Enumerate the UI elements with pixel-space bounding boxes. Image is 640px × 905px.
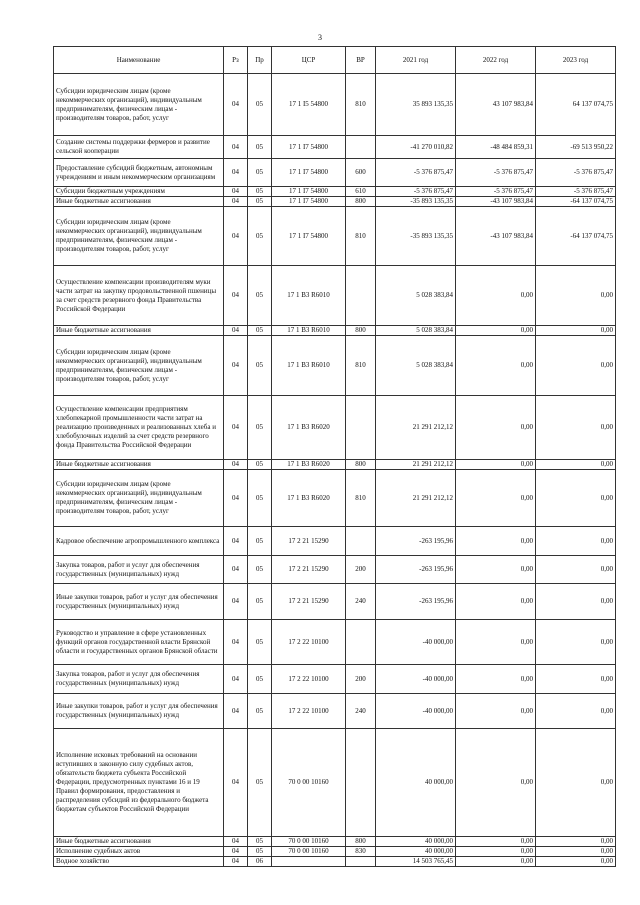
cell-vr xyxy=(346,857,376,867)
cell-csr: 17 1 B3 R6010 xyxy=(272,326,346,336)
cell-2021: 21 291 212,12 xyxy=(376,396,456,460)
cell-2022: 0,00 xyxy=(456,847,536,857)
cell-name: Иные закупки товаров, работ и услуг для обеспечения государственных (муниципальных) нужд xyxy=(54,584,224,620)
cell-2021: 40 000,00 xyxy=(376,729,456,837)
cell-2021: -40 000,00 xyxy=(376,665,456,694)
cell-2023: 0,00 xyxy=(536,857,616,867)
cell-rz: 04 xyxy=(224,136,248,159)
cell-2023: -5 376 875,47 xyxy=(536,159,616,187)
cell-pr: 05 xyxy=(248,584,272,620)
cell-2022: -43 107 983,84 xyxy=(456,207,536,266)
cell-2023: 0,00 xyxy=(536,336,616,396)
cell-pr: 05 xyxy=(248,187,272,197)
cell-2021: 5 028 383,84 xyxy=(376,336,456,396)
cell-pr: 05 xyxy=(248,470,272,527)
cell-vr: 800 xyxy=(346,326,376,336)
table-row xyxy=(54,556,616,584)
cell-vr xyxy=(346,527,376,556)
cell-csr: 17 1 B3 R6020 xyxy=(272,470,346,527)
cell-vr: 600 xyxy=(346,159,376,187)
cell-rz: 04 xyxy=(224,556,248,584)
cell-vr: 200 xyxy=(346,556,376,584)
cell-2022: 0,00 xyxy=(456,326,536,336)
table-row xyxy=(54,136,616,159)
cell-2022: 0,00 xyxy=(456,556,536,584)
cell-vr: 200 xyxy=(346,665,376,694)
cell-name: Осуществление компенсации предприятиям хлебопекарной промышленности части затрат на реализацию произведенных и реализованных хлеба и хлебобулочных изделий за счет средств резервного фонда Правительства Российской Федерации xyxy=(54,396,224,460)
cell-2023: 0,00 xyxy=(536,620,616,665)
cell-rz: 04 xyxy=(224,584,248,620)
cell-name: Закупка товаров, работ и услуг для обеспечения государственных (муниципальных) нужд xyxy=(54,665,224,694)
table-row xyxy=(54,527,616,556)
table-row xyxy=(54,336,616,396)
cell-2023: 0,00 xyxy=(536,837,616,847)
cell-2022: -48 484 859,31 xyxy=(456,136,536,159)
cell-2021: 5 028 383,84 xyxy=(376,266,456,326)
cell-pr: 05 xyxy=(248,837,272,847)
cell-csr: 17 1 B3 R6020 xyxy=(272,396,346,460)
table-row xyxy=(54,620,616,665)
cell-name: Иные бюджетные ассигнования xyxy=(54,326,224,336)
cell-name: Исполнение судебных актов xyxy=(54,847,224,857)
cell-csr: 17 1 B3 R6010 xyxy=(272,266,346,326)
cell-2022: 0,00 xyxy=(456,460,536,470)
cell-pr: 05 xyxy=(248,527,272,556)
cell-name: Предоставление субсидий бюджетным, автономным учреждениям и иным некоммерческим организациям xyxy=(54,159,224,187)
cell-2022: 0,00 xyxy=(456,396,536,460)
cell-pr: 05 xyxy=(248,266,272,326)
cell-vr xyxy=(346,729,376,837)
cell-2022: 43 107 983,84 xyxy=(456,74,536,136)
cell-csr: 17 1 B3 R6020 xyxy=(272,460,346,470)
cell-2022: 0,00 xyxy=(456,620,536,665)
cell-2021: -40 000,00 xyxy=(376,694,456,729)
cell-2022: 0,00 xyxy=(456,729,536,837)
cell-2023: 0,00 xyxy=(536,460,616,470)
header-name: Наименование xyxy=(54,47,224,74)
cell-2022: -5 376 875,47 xyxy=(456,187,536,197)
cell-rz: 04 xyxy=(224,470,248,527)
cell-name: Создание системы поддержки фермеров и развитие сельской кооперации xyxy=(54,136,224,159)
cell-2023: 0,00 xyxy=(536,694,616,729)
cell-2021: -263 195,96 xyxy=(376,556,456,584)
cell-pr: 05 xyxy=(248,620,272,665)
cell-csr: 70 0 00 10160 xyxy=(272,837,346,847)
cell-vr: 800 xyxy=(346,460,376,470)
cell-2022: 0,00 xyxy=(456,336,536,396)
table-row xyxy=(54,460,616,470)
cell-2022: 0,00 xyxy=(456,694,536,729)
cell-pr: 06 xyxy=(248,857,272,867)
cell-2022: -5 376 875,47 xyxy=(456,159,536,187)
cell-rz: 04 xyxy=(224,74,248,136)
cell-rz: 04 xyxy=(224,187,248,197)
cell-csr: 17 2 21 15290 xyxy=(272,527,346,556)
cell-csr: 17 1 I7 54800 xyxy=(272,187,346,197)
cell-pr: 05 xyxy=(248,847,272,857)
table-row xyxy=(54,207,616,266)
cell-name: Кадровое обеспечение агропромышленного комплекса xyxy=(54,527,224,556)
cell-2022: 0,00 xyxy=(456,837,536,847)
cell-name: Субсидии юридическим лицам (кроме некоммерческих организаций), индивидуальным предпринимателям, физическим лицам - производителям товаров, работ, услуг xyxy=(54,207,224,266)
cell-pr: 05 xyxy=(248,694,272,729)
table-row xyxy=(54,729,616,837)
table-row xyxy=(54,837,616,847)
cell-vr xyxy=(346,136,376,159)
table-row xyxy=(54,584,616,620)
cell-2023: -5 376 875,47 xyxy=(536,187,616,197)
cell-pr: 05 xyxy=(248,197,272,207)
cell-name: Иные бюджетные ассигнования xyxy=(54,837,224,847)
table-row xyxy=(54,159,616,187)
cell-2021: -263 195,96 xyxy=(376,527,456,556)
cell-rz: 04 xyxy=(224,266,248,326)
cell-2021: -5 376 875,47 xyxy=(376,187,456,197)
table-row xyxy=(54,74,616,136)
cell-2023: -64 137 074,75 xyxy=(536,207,616,266)
cell-pr: 05 xyxy=(248,207,272,266)
cell-vr: 810 xyxy=(346,74,376,136)
cell-rz: 04 xyxy=(224,620,248,665)
cell-name: Исполнение исковых требований на основании вступивших в законную силу судебных актов, обязательств бюджета субъекта Российской Федерации, предусмотренных пунктами 16 и 19 Правил формирования, предоставления и распределения субсидий из федерального бюджета бюджетам субъектов Российской Федерации xyxy=(54,729,224,837)
cell-2022: 0,00 xyxy=(456,665,536,694)
cell-2022: -43 107 983,84 xyxy=(456,197,536,207)
cell-2021: 40 000,00 xyxy=(376,847,456,857)
cell-2021: 40 000,00 xyxy=(376,837,456,847)
cell-2021: -5 376 875,47 xyxy=(376,159,456,187)
cell-csr: 70 0 00 10160 xyxy=(272,847,346,857)
cell-rz: 04 xyxy=(224,460,248,470)
cell-rz: 04 xyxy=(224,197,248,207)
cell-2022: 0,00 xyxy=(456,266,536,326)
header-vr: ВР xyxy=(346,47,376,74)
cell-2021: -40 000,00 xyxy=(376,620,456,665)
cell-2021: -35 893 135,35 xyxy=(376,207,456,266)
cell-name: Водное хозяйство xyxy=(54,857,224,867)
cell-pr: 05 xyxy=(248,556,272,584)
cell-2023: 0,00 xyxy=(536,396,616,460)
cell-rz: 04 xyxy=(224,527,248,556)
cell-csr: 17 2 22 10100 xyxy=(272,665,346,694)
cell-2022: 0,00 xyxy=(456,857,536,867)
cell-pr: 05 xyxy=(248,74,272,136)
cell-name: Руководство и управление в сфере установленных функций органов государственной власти Брянской области и государственных органов Брянской области xyxy=(54,620,224,665)
cell-2021: -35 893 135,35 xyxy=(376,197,456,207)
table-row xyxy=(54,665,616,694)
cell-name: Субсидии юридическим лицам (кроме некоммерческих организаций), индивидуальным предпринимателям, физическим лицам - производителям товаров, работ, услуг xyxy=(54,74,224,136)
cell-csr: 17 1 I7 54800 xyxy=(272,207,346,266)
cell-2021: -41 270 010,82 xyxy=(376,136,456,159)
cell-pr: 05 xyxy=(248,136,272,159)
cell-vr: 240 xyxy=(346,584,376,620)
cell-vr: 800 xyxy=(346,837,376,847)
cell-2023: 64 137 074,75 xyxy=(536,74,616,136)
cell-name: Иные бюджетные ассигнования xyxy=(54,197,224,207)
cell-rz: 04 xyxy=(224,159,248,187)
cell-rz: 04 xyxy=(224,694,248,729)
cell-2021: 14 503 765,45 xyxy=(376,857,456,867)
cell-rz: 04 xyxy=(224,336,248,396)
header-2023: 2023 год xyxy=(536,47,616,74)
header-2022: 2022 год xyxy=(456,47,536,74)
cell-csr: 17 1 B3 R6010 xyxy=(272,336,346,396)
cell-name: Иные закупки товаров, работ и услуг для обеспечения государственных (муниципальных) нужд xyxy=(54,694,224,729)
cell-rz: 04 xyxy=(224,207,248,266)
cell-2022: 0,00 xyxy=(456,527,536,556)
table-header-row xyxy=(54,47,616,74)
cell-csr: 17 2 21 15290 xyxy=(272,556,346,584)
cell-vr xyxy=(346,620,376,665)
table-row xyxy=(54,470,616,527)
cell-pr: 05 xyxy=(248,326,272,336)
cell-2021: 5 028 383,84 xyxy=(376,326,456,336)
page-number: 3 xyxy=(318,33,322,42)
cell-csr: 17 2 22 10100 xyxy=(272,694,346,729)
header-2021: 2021 год xyxy=(376,47,456,74)
cell-2021: 21 291 212,12 xyxy=(376,460,456,470)
cell-rz: 04 xyxy=(224,729,248,837)
cell-pr: 05 xyxy=(248,665,272,694)
table-row xyxy=(54,396,616,460)
table-row xyxy=(54,847,616,857)
cell-2021: 35 893 135,35 xyxy=(376,74,456,136)
cell-csr: 17 1 I7 54800 xyxy=(272,197,346,207)
cell-2023: 0,00 xyxy=(536,470,616,527)
cell-pr: 05 xyxy=(248,396,272,460)
cell-2023: 0,00 xyxy=(536,266,616,326)
cell-vr: 810 xyxy=(346,207,376,266)
table-row xyxy=(54,197,616,207)
cell-csr: 17 2 21 15290 xyxy=(272,584,346,620)
cell-2022: 0,00 xyxy=(456,470,536,527)
table-row xyxy=(54,857,616,867)
header-pr: Пр xyxy=(248,47,272,74)
cell-vr: 810 xyxy=(346,336,376,396)
cell-vr: 800 xyxy=(346,197,376,207)
cell-csr: 17 1 I7 54800 xyxy=(272,136,346,159)
cell-csr: 70 0 00 10160 xyxy=(272,729,346,837)
cell-csr: 17 1 I7 54800 xyxy=(272,159,346,187)
cell-name: Субсидии юридическим лицам (кроме некоммерческих организаций), индивидуальным предпринимателям, физическим лицам - производителям товаров, работ, услуг xyxy=(54,470,224,527)
cell-csr: 17 2 22 10100 xyxy=(272,620,346,665)
cell-name: Закупка товаров, работ и услуг для обеспечения государственных (муниципальных) нужд xyxy=(54,556,224,584)
cell-vr xyxy=(346,396,376,460)
cell-2022: 0,00 xyxy=(456,584,536,620)
cell-csr xyxy=(272,857,346,867)
table-body xyxy=(54,74,616,867)
cell-vr xyxy=(346,266,376,326)
header-rz: Рз xyxy=(224,47,248,74)
cell-2023: 0,00 xyxy=(536,665,616,694)
cell-rz: 04 xyxy=(224,326,248,336)
cell-pr: 05 xyxy=(248,159,272,187)
cell-2021: -263 195,96 xyxy=(376,584,456,620)
cell-rz: 04 xyxy=(224,396,248,460)
cell-2023: 0,00 xyxy=(536,847,616,857)
cell-2023: 0,00 xyxy=(536,729,616,837)
table-row xyxy=(54,326,616,336)
cell-vr: 240 xyxy=(346,694,376,729)
cell-2023: 0,00 xyxy=(536,584,616,620)
header-csr: ЦСР xyxy=(272,47,346,74)
cell-pr: 05 xyxy=(248,336,272,396)
cell-csr: 17 1 I5 54800 xyxy=(272,74,346,136)
cell-name: Осуществление компенсации производителям муки части затрат на закупку продовольственной пшеницы за счет средств резервного фонда Правительства Российской Федерации xyxy=(54,266,224,326)
cell-name: Иные бюджетные ассигнования xyxy=(54,460,224,470)
cell-rz: 04 xyxy=(224,847,248,857)
budget-table xyxy=(53,46,616,867)
cell-2023: 0,00 xyxy=(536,556,616,584)
cell-rz: 04 xyxy=(224,857,248,867)
cell-vr: 610 xyxy=(346,187,376,197)
cell-vr: 810 xyxy=(346,470,376,527)
cell-rz: 04 xyxy=(224,837,248,847)
table-row xyxy=(54,187,616,197)
table-row xyxy=(54,694,616,729)
cell-2023: -69 513 950,22 xyxy=(536,136,616,159)
cell-2023: 0,00 xyxy=(536,527,616,556)
table-row xyxy=(54,266,616,326)
cell-2021: 21 291 212,12 xyxy=(376,470,456,527)
cell-2023: 0,00 xyxy=(536,326,616,336)
cell-pr: 05 xyxy=(248,460,272,470)
cell-name: Субсидии бюджетным учреждениям xyxy=(54,187,224,197)
cell-2023: -64 137 074,75 xyxy=(536,197,616,207)
cell-vr: 830 xyxy=(346,847,376,857)
cell-pr: 05 xyxy=(248,729,272,837)
cell-rz: 04 xyxy=(224,665,248,694)
cell-name: Субсидии юридическим лицам (кроме некоммерческих организаций), индивидуальным предпринимателям, физическим лицам - производителям товаров, работ, услуг xyxy=(54,336,224,396)
